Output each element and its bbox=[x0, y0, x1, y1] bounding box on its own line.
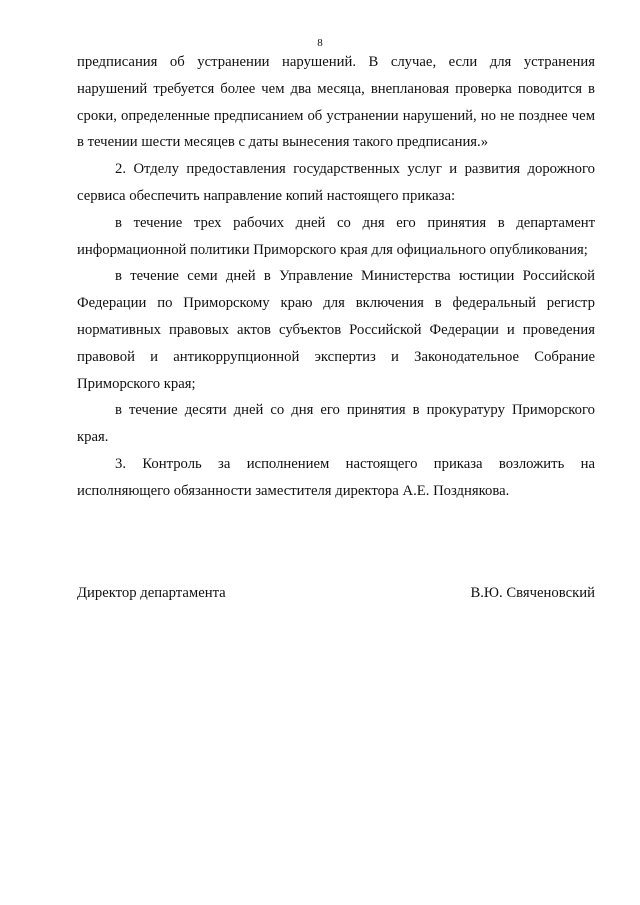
signatory-name: В.Ю. Свяченовский bbox=[470, 585, 595, 601]
document-body bbox=[77, 49, 595, 505]
paragraph-item-3: 3. Контроль за исполнением настоящего приказа возложить на исполняющего обязанности заместителя директора А.Е. Позднякова. bbox=[77, 455, 595, 499]
paragraph-subitem-official-publication: в течение трех рабочих дней со дня его принятия в департамент информационной политики Приморского края для официального опубликования; bbox=[77, 214, 595, 258]
paragraph-item-2: 2. Отделу предоставления государственных услуг и развития дорожного сервиса обеспечить направление копий настоящего приказа: bbox=[77, 161, 595, 204]
paragraph-continuation: предписания об устранении нарушений. В случае, если для устранения нарушений требуется более чем два месяца, внеплановая проверка поводится в сроки, определенные предписанием об устранении нарушений, но не позднее чем в течении шести месяцев с даты вынесения такого предписания.» bbox=[77, 54, 595, 151]
page-number: 8 bbox=[317, 37, 323, 49]
paragraph-subitem-prosecutor: в течение десяти дней со дня его принятия в прокуратуру Приморского края. bbox=[77, 402, 595, 446]
paragraph-subitem-ministry-of-justice: в течение семи дней в Управление Министерства юстиции Российской Федерации по Приморскому краю для включения в федеральный регистр нормативных правовых актов субъектов Российской Федерации и проведения правовой и антикоррупционной экспертиз и Законодательное Собрание Приморского края; bbox=[77, 268, 595, 392]
signatory-position: Директор департамента bbox=[77, 585, 226, 601]
